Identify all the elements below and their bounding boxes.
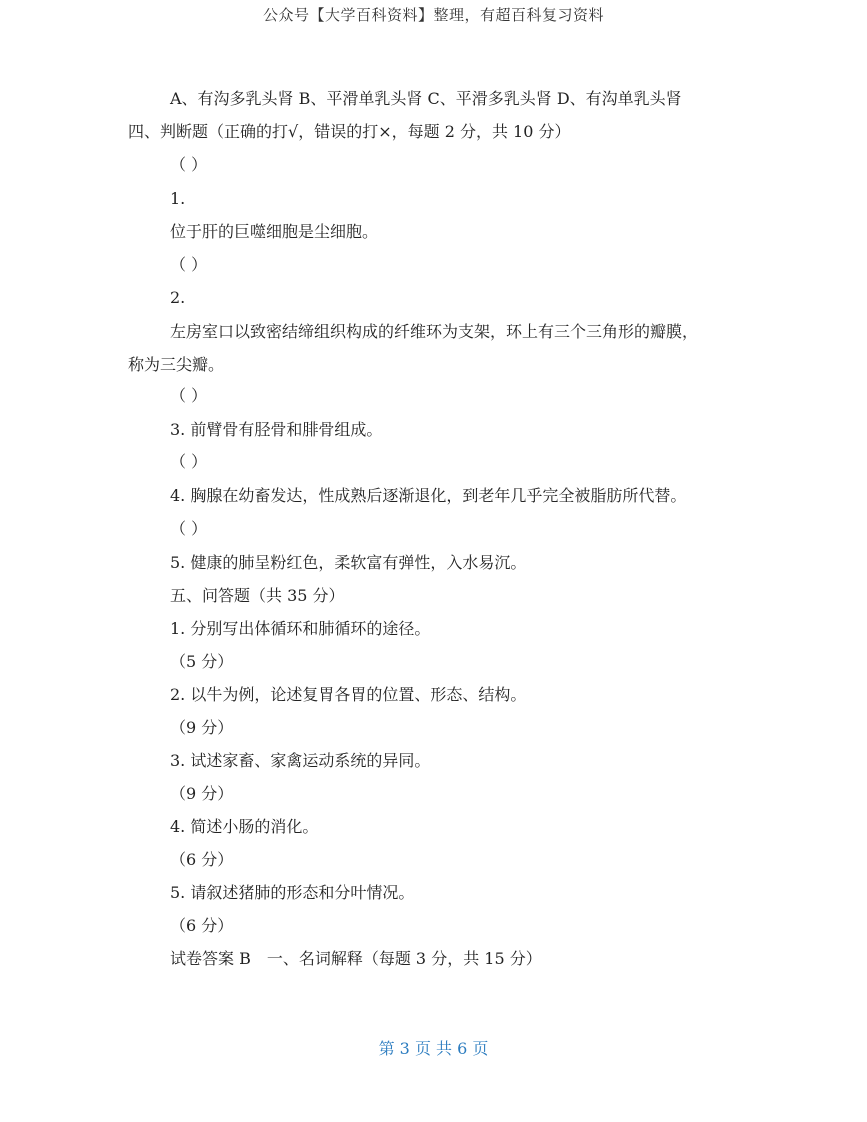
page-number-footer: 第 3 页 共 6 页: [378, 1039, 489, 1058]
answer-bracket: （ ）: [170, 519, 208, 538]
answer-key-heading: 试卷答案 B 一、名词解释（每题 3 分，共 15 分）: [170, 949, 542, 968]
answer-bracket: （ ）: [170, 452, 208, 471]
question-number: 1.: [170, 189, 186, 208]
question-number: 2.: [170, 288, 186, 307]
question-points: （5 分）: [170, 652, 234, 671]
question-points: （6 分）: [170, 850, 234, 869]
page-header: 公众号【大学百科资料】整理，有超百科复习资料: [262, 6, 604, 24]
question-text: 2. 以牛为例，论述复胃各胃的位置、形态、结构。: [170, 685, 527, 704]
question-text: 位于肝的巨噬细胞是尘细胞。: [170, 222, 379, 241]
choice-options-line: A、有沟多乳头肾 B、平滑单乳头肾 C、平滑多乳头肾 D、有沟单乳头肾: [170, 89, 682, 108]
answer-bracket: （ ）: [170, 155, 208, 174]
question-text: 4. 胸腺在幼畜发达，性成熟后逐渐退化，到老年几乎完全被脂肪所代替。: [170, 486, 687, 505]
question-text: 4. 简述小肠的消化。: [170, 817, 319, 836]
question-text-continued: 称为三尖瓣。: [128, 355, 225, 374]
question-text: 3. 前臂骨有胫骨和腓骨组成。: [170, 420, 383, 439]
answer-bracket: （ ）: [170, 255, 208, 274]
question-text: 5. 健康的肺呈粉红色，柔软富有弹性，入水易沉。: [170, 553, 527, 572]
question-text: 1. 分别写出体循环和肺循环的途径。: [170, 619, 431, 638]
question-text: 左房室口以致密结缔组织构成的纤维环为支架，环上有三个三角形的瓣膜，: [170, 322, 699, 341]
question-points: （6 分）: [170, 916, 234, 935]
question-points: （9 分）: [170, 718, 234, 737]
question-text: 3. 试述家畜、家禽运动系统的异同。: [170, 751, 431, 770]
question-points: （9 分）: [170, 784, 234, 803]
section-heading-qa: 五、问答题（共 35 分）: [170, 586, 345, 605]
answer-bracket: （ ）: [170, 386, 208, 405]
section-heading-true-false: 四、判断题（正确的打√，错误的打×，每题 2 分，共 10 分）: [128, 122, 571, 141]
question-text: 5. 请叙述猪肺的形态和分叶情况。: [170, 883, 415, 902]
